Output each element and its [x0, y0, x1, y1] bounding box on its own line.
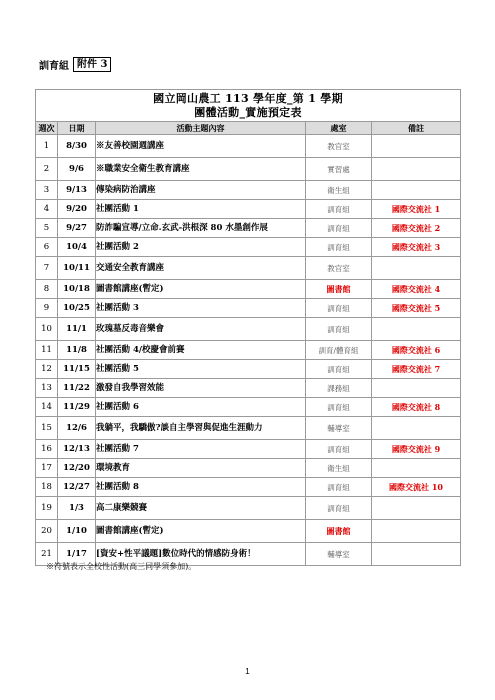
week-cell: 10	[36, 318, 58, 341]
table-row	[36, 181, 461, 200]
col-topic: 活動主題內容	[96, 122, 306, 135]
office-cell: 圖書館	[306, 280, 372, 299]
office-cell: 課務組	[306, 379, 372, 398]
remark-cell: 國際交流社 4	[372, 280, 461, 299]
topic-cell: 社團活動 1	[96, 200, 306, 219]
office-cell: 訓育組	[306, 238, 372, 257]
activity-schedule-table	[35, 89, 461, 566]
remark-cell: 國際交流社 3	[372, 238, 461, 257]
remark-cell: 國際交流社 1	[372, 200, 461, 219]
col-date: 日期	[58, 122, 96, 135]
date-cell: 11/1	[58, 318, 96, 341]
table-row	[36, 379, 461, 398]
week-cell: 6	[36, 238, 58, 257]
table-row	[36, 520, 461, 543]
table-row	[36, 158, 461, 181]
date-cell: 9/6	[58, 158, 96, 181]
topic-cell: 高二康樂競賽	[96, 497, 306, 520]
topic-cell: 社團活動 3	[96, 299, 306, 318]
date-cell: 10/4	[58, 238, 96, 257]
table-row	[36, 135, 461, 158]
remark-cell: 國際交流社 6	[372, 341, 461, 360]
topic-cell: [資安+性平議題]數位時代的情感防身術！	[96, 543, 306, 566]
schedule-rows	[36, 135, 461, 566]
office-cell: 訓育組	[306, 318, 372, 341]
remark-cell	[372, 379, 461, 398]
office-cell: 訓育組	[306, 299, 372, 318]
date-cell: 1/3	[58, 497, 96, 520]
table-row	[36, 280, 461, 299]
week-cell: 13	[36, 379, 58, 398]
table-row	[36, 398, 461, 417]
table-row	[36, 440, 461, 459]
office-cell: 訓育組	[306, 219, 372, 238]
date-cell: 9/13	[58, 181, 96, 200]
office-cell: 衛生組	[306, 181, 372, 200]
remark-cell: 國際交流社 5	[372, 299, 461, 318]
footnote: ※符號表示全校性活動(高三同學須參加)。	[46, 562, 197, 571]
office-cell: 圖書館	[306, 520, 372, 543]
remark-cell	[372, 459, 461, 478]
date-cell: 10/18	[58, 280, 96, 299]
office-cell: 訓育組	[306, 440, 372, 459]
remark-cell: 國際交流社 9	[372, 440, 461, 459]
org-label: 訓育組	[39, 61, 69, 72]
date-cell: 11/8	[58, 341, 96, 360]
date-cell: 12/6	[58, 417, 96, 440]
table-row	[36, 238, 461, 257]
table-row	[36, 417, 461, 440]
topic-cell: 環境教育	[96, 459, 306, 478]
office-cell: 訓育組	[306, 360, 372, 379]
title-line-2: 團體活動_實施預定表	[194, 105, 302, 119]
week-cell: 15	[36, 417, 58, 440]
topic-cell: 社團活動 8	[96, 478, 306, 497]
remark-cell: 國際交流社 2	[372, 219, 461, 238]
remark-cell	[372, 497, 461, 520]
table-row	[36, 200, 461, 219]
date-cell: 12/13	[58, 440, 96, 459]
week-cell: 9	[36, 299, 58, 318]
week-cell: 16	[36, 440, 58, 459]
week-cell: 3	[36, 181, 58, 200]
week-cell: 7	[36, 257, 58, 280]
topic-cell: 我躺平，我驕傲?談自主學習與促進生涯動力	[96, 417, 306, 440]
remark-cell	[372, 257, 461, 280]
week-cell: 14	[36, 398, 58, 417]
office-cell: 輔導室	[306, 417, 372, 440]
week-cell: 21	[36, 543, 58, 566]
table-row	[36, 318, 461, 341]
office-cell: 教官室	[306, 257, 372, 280]
office-cell: 訓育組	[306, 478, 372, 497]
date-cell: 12/20	[58, 459, 96, 478]
date-cell: 1/17	[58, 543, 96, 566]
week-cell: 8	[36, 280, 58, 299]
week-cell: 12	[36, 360, 58, 379]
topic-cell: ※職業安全衛生教育講座	[96, 158, 306, 181]
topic-cell: 圖書館講座(暫定)	[96, 280, 306, 299]
table-row	[36, 478, 461, 497]
date-cell: 11/22	[58, 379, 96, 398]
topic-cell: 社團活動 4/校慶會前賽	[96, 341, 306, 360]
col-remark: 備註	[372, 122, 461, 135]
topic-cell: 傳染病防治講座	[96, 181, 306, 200]
date-cell: 12/27	[58, 478, 96, 497]
page-number: 1	[245, 667, 250, 676]
date-cell: 8/30	[58, 135, 96, 158]
week-cell: 1	[36, 135, 58, 158]
topic-cell: 交通安全教育講座	[96, 257, 306, 280]
column-header-row	[36, 122, 461, 135]
office-cell: 輔導室	[306, 543, 372, 566]
col-week: 週次	[36, 122, 58, 135]
remark-cell	[372, 181, 461, 200]
topic-cell: 圖書館講座(暫定)	[96, 520, 306, 543]
table-row	[36, 219, 461, 238]
topic-cell: 防詐騙宣導/立命.玄武-洪根深 80 水墨創作展	[96, 219, 306, 238]
remark-cell	[372, 158, 461, 181]
date-cell: 11/29	[58, 398, 96, 417]
office-cell: 訓育組	[306, 398, 372, 417]
remark-cell: 國際交流社 10	[372, 478, 461, 497]
topic-cell: ※友善校園週講座	[96, 135, 306, 158]
office-cell: 衛生組	[306, 459, 372, 478]
title-line-1: 國立岡山農工 113 學年度_第 1 學期	[153, 91, 343, 105]
date-cell: 10/25	[58, 299, 96, 318]
week-cell: 17	[36, 459, 58, 478]
week-cell: 4	[36, 200, 58, 219]
remark-cell: 國際交流社 7	[372, 360, 461, 379]
date-cell: 11/15	[58, 360, 96, 379]
table-row	[36, 497, 461, 520]
week-cell: 2	[36, 158, 58, 181]
remark-cell	[372, 318, 461, 341]
office-cell: 實習處	[306, 158, 372, 181]
topic-cell: 社團活動 7	[96, 440, 306, 459]
office-cell: 訓育組	[306, 497, 372, 520]
date-cell: 9/20	[58, 200, 96, 219]
table-row	[36, 360, 461, 379]
topic-cell: 玫瑰墓反毒音樂會	[96, 318, 306, 341]
remark-cell	[372, 520, 461, 543]
week-cell: 5	[36, 219, 58, 238]
week-cell: 20	[36, 520, 58, 543]
date-cell: 10/11	[58, 257, 96, 280]
remark-cell	[372, 417, 461, 440]
table-row	[36, 299, 461, 318]
table-row	[36, 257, 461, 280]
date-cell: 1/10	[58, 520, 96, 543]
table-title	[36, 90, 461, 122]
week-cell: 18	[36, 478, 58, 497]
week-cell: 19	[36, 497, 58, 520]
date-cell: 9/27	[58, 219, 96, 238]
week-cell: 11	[36, 341, 58, 360]
remark-cell	[372, 543, 461, 566]
remark-cell: 國際交流社 8	[372, 398, 461, 417]
remark-cell	[372, 135, 461, 158]
table-row	[36, 341, 461, 360]
office-cell: 教官室	[306, 135, 372, 158]
topic-cell: 激發自我學習效能	[96, 379, 306, 398]
topic-cell: 社團活動 6	[96, 398, 306, 417]
office-cell: 訓育/體育組	[306, 341, 372, 360]
office-cell: 訓育組	[306, 200, 372, 219]
topic-cell: 社團活動 2	[96, 238, 306, 257]
table-row	[36, 459, 461, 478]
col-office: 處室	[306, 122, 372, 135]
document-header	[39, 57, 111, 72]
topic-cell: 社團活動 5	[96, 360, 306, 379]
attachment-label: 附件 3	[73, 57, 111, 72]
